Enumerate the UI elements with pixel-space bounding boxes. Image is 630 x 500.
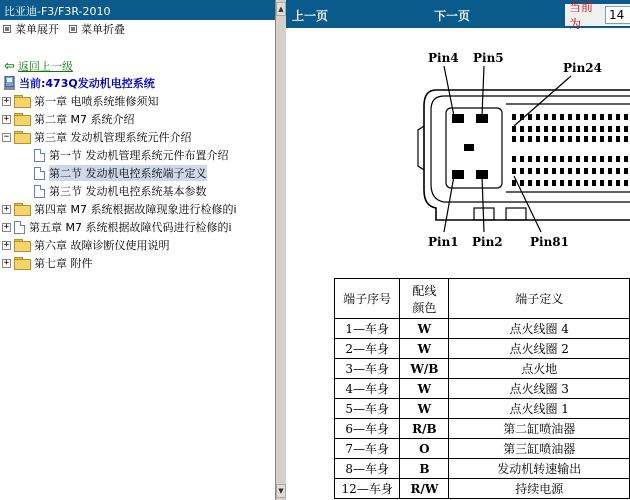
cell-pin-definition: 点火地 <box>449 359 630 379</box>
pin-slot <box>584 126 588 132</box>
pin-slot <box>544 126 548 132</box>
cell-wire-color: W <box>400 379 449 399</box>
pin-slot <box>608 168 612 174</box>
pin-slot <box>520 136 524 142</box>
cell-pin-number: 7—车身 <box>335 439 400 459</box>
pin-slot <box>552 180 556 186</box>
expand-node-icon[interactable]: + <box>3 257 10 268</box>
pin-slot <box>592 114 596 120</box>
expand-node-icon[interactable]: + <box>3 203 10 214</box>
tree-chapter-item[interactable] <box>0 254 275 272</box>
expand-menu-button[interactable] <box>3 21 59 37</box>
pin-label: Pin5 <box>473 51 504 65</box>
pin-slot <box>520 126 524 132</box>
table-row <box>335 379 630 399</box>
current-page-label: 当前为 <box>569 0 594 31</box>
pin-slot <box>592 126 596 132</box>
collapse-icon <box>69 25 77 33</box>
tree-chapter-item[interactable] <box>0 110 275 128</box>
cell-pin-number: 2—车身 <box>335 339 400 359</box>
table-row <box>335 479 630 499</box>
cell-pin-definition: 点火线圈 3 <box>449 379 630 399</box>
chapter-tree <box>0 92 275 272</box>
pin-slot <box>560 136 564 142</box>
cell-pin-number: 1—车身 <box>335 319 400 339</box>
page-nav-bar <box>286 0 630 31</box>
cell-wire-color: W <box>400 319 449 339</box>
pin-slot <box>512 114 516 120</box>
cell-wire-color: W/B <box>400 359 449 379</box>
pin-slot <box>576 180 580 186</box>
pin-slot <box>576 114 580 120</box>
table-row <box>335 319 630 339</box>
cell-pin-definition: 点火线圈 1 <box>449 399 630 419</box>
pin-slot <box>512 180 516 186</box>
pin-slot <box>592 136 596 142</box>
tree-item-label: 第四章 M7 系统根据故障现象进行检修的i <box>34 203 237 216</box>
cell-pin-number: 4—车身 <box>335 379 400 399</box>
pin-slot <box>600 136 604 142</box>
pin-slot <box>584 180 588 186</box>
tree-item-label: 第一节 发动机管理系统元件布置介绍 <box>49 149 229 162</box>
pin-slot <box>608 156 612 162</box>
cell-wire-color: B <box>400 459 449 479</box>
next-page-button[interactable]: 下一页 <box>434 9 471 23</box>
pin-slot <box>608 114 612 120</box>
cell-pin-number: 6—车身 <box>335 419 400 439</box>
pin-slot <box>528 126 532 132</box>
document-icon <box>34 185 45 198</box>
pin-label: Pin2 <box>472 235 503 249</box>
pin-slot <box>536 136 540 142</box>
header-wire-color-line1: 配线 <box>412 283 437 298</box>
pin-slot <box>552 156 556 162</box>
pin-slot <box>616 114 620 120</box>
pin-slot <box>592 180 596 186</box>
table-row <box>335 419 630 439</box>
prev-page-button[interactable]: 上一页 <box>292 9 329 23</box>
collapse-menu-label: 菜单折叠 <box>81 23 125 36</box>
document-icon <box>34 149 45 162</box>
pin-slot <box>560 126 564 132</box>
tree-chapter-item[interactable] <box>0 236 275 254</box>
pin-slot <box>520 114 524 120</box>
pin-slot <box>568 126 572 132</box>
table-row <box>335 339 630 359</box>
expand-menu-label: 菜单展开 <box>15 23 59 36</box>
pin-slot <box>544 156 548 162</box>
ecu-connector-diagram <box>286 30 630 260</box>
pin-slot <box>552 126 556 132</box>
current-location <box>0 74 275 92</box>
pin-slot <box>536 114 540 120</box>
tree-chapter-item[interactable] <box>0 128 275 146</box>
pin-slot <box>528 168 532 174</box>
pin-slot <box>536 126 540 132</box>
pin-slot <box>584 156 588 162</box>
collapse-menu-button[interactable] <box>69 21 125 37</box>
pin-slot <box>560 168 564 174</box>
expand-icon <box>3 25 11 33</box>
pin-slot <box>568 168 572 174</box>
folder-icon <box>14 113 30 125</box>
tree-item-label: 第五章 M7 系统根据故障代码进行检修的i <box>29 221 232 234</box>
pin-slot <box>536 156 540 162</box>
pin-label: Pin24 <box>563 61 603 75</box>
cell-pin-definition: 持续电源 <box>449 479 630 499</box>
current-page-box <box>565 0 630 31</box>
pin-slot <box>552 136 556 142</box>
collapse-node-icon[interactable]: − <box>3 131 10 142</box>
cell-pin-number: 3—车身 <box>335 359 400 379</box>
tree-section-item[interactable] <box>0 164 275 182</box>
table-row <box>335 459 630 479</box>
pin-slot <box>560 114 564 120</box>
pin-slot <box>616 156 620 162</box>
cell-wire-color: O <box>400 439 449 459</box>
pin-slot <box>584 168 588 174</box>
pin-slot <box>616 168 620 174</box>
tree-item-label: 第三章 发动机管理系统元件介绍 <box>34 131 192 144</box>
pin-slot <box>584 136 588 142</box>
pin-slot <box>568 136 572 142</box>
current-location-label: 当前:473Q发动机电控系统 <box>19 77 155 90</box>
pin-slot <box>560 180 564 186</box>
pin-slot <box>528 156 532 162</box>
scroll-up-icon[interactable]: ▲ <box>276 2 286 16</box>
document-icon <box>34 167 45 180</box>
pin-slot <box>528 136 532 142</box>
pin-slot <box>576 126 580 132</box>
expand-node-icon[interactable]: + <box>3 113 10 124</box>
computer-icon <box>4 76 16 90</box>
expand-node-icon[interactable]: + <box>3 221 10 232</box>
pin-slot <box>608 136 612 142</box>
tree-item-label: 第二章 M7 系统介绍 <box>34 113 135 126</box>
cell-pin-definition: 第三缸喷油器 <box>449 439 630 459</box>
cell-wire-color: W <box>400 339 449 359</box>
pin-slot <box>536 168 540 174</box>
back-link[interactable] <box>0 58 275 74</box>
tree-item-label: 第三节 发动机电控系统基本参数 <box>49 185 207 198</box>
pin-slot <box>528 114 532 120</box>
pin-slot <box>624 114 628 120</box>
cell-pin-definition: 点火线圈 2 <box>449 339 630 359</box>
pin-slot <box>512 168 516 174</box>
pin-slot <box>600 114 604 120</box>
pin-slot <box>544 114 548 120</box>
pin-slot <box>520 180 524 186</box>
current-page-input[interactable] <box>605 6 630 24</box>
cell-wire-color: R/B <box>400 419 449 439</box>
panel-title: 比亚迪-F3/F3R-2010 <box>0 0 275 20</box>
pin-slot <box>520 156 524 162</box>
header-wire-color-line2: 颜色 <box>412 300 437 315</box>
cell-pin-definition: 发动机转速输出 <box>449 459 630 479</box>
pin-slot <box>592 156 596 162</box>
pin-slot <box>600 168 604 174</box>
cell-pin-number: 5—车身 <box>335 399 400 419</box>
navigation-panel <box>0 0 276 500</box>
pin-slot <box>616 126 620 132</box>
pin-slot <box>600 126 604 132</box>
pin-slot <box>512 136 516 142</box>
pin-label: Pin4 <box>428 51 459 65</box>
folder-icon <box>14 239 30 251</box>
cell-wire-color: R/W <box>400 479 449 499</box>
pin-slot <box>520 168 524 174</box>
pin-slot <box>552 168 556 174</box>
pin-slot <box>568 156 572 162</box>
pin-slot <box>624 156 628 162</box>
folder-icon <box>14 95 30 107</box>
pin-slot <box>544 136 548 142</box>
tree-item-label: 第一章 电喷系统维修须知 <box>34 95 159 108</box>
back-arrow-icon: ⇦ <box>4 58 15 74</box>
expand-node-icon[interactable]: + <box>3 239 10 250</box>
pin-slot <box>592 168 596 174</box>
header-pin-definition: 端子定义 <box>449 279 630 319</box>
table-row <box>335 439 630 459</box>
pin-slot <box>600 180 604 186</box>
tree-section-item[interactable] <box>0 182 275 200</box>
pin-label: Pin1 <box>428 235 459 249</box>
pin-definition-table-wrap <box>334 278 630 499</box>
folder-icon <box>14 203 30 215</box>
pin-slot <box>624 136 628 142</box>
pin-slot <box>544 180 548 186</box>
pin-slot <box>616 180 620 186</box>
tree-chapter-item[interactable] <box>0 92 275 110</box>
pin-slot <box>584 114 588 120</box>
pin-slot <box>576 156 580 162</box>
menu-options <box>0 20 275 38</box>
pin-slot <box>528 180 532 186</box>
folder-icon <box>14 131 30 143</box>
pin-slot <box>544 168 548 174</box>
pin-slot <box>624 168 628 174</box>
pin-slot <box>624 180 628 186</box>
tree-item-label: 第六章 故障诊断仪使用说明 <box>34 239 170 252</box>
header-pin-number: 端子序号 <box>335 279 400 319</box>
tree-item-label: 第二节 发动机电控系统端子定义 <box>49 167 207 180</box>
pin-slot <box>568 114 572 120</box>
pin-slot <box>552 114 556 120</box>
pin-slot <box>576 136 580 142</box>
pin-slot <box>608 180 612 186</box>
pin-slot <box>624 126 628 132</box>
content-panel <box>286 0 630 500</box>
pin-slot <box>568 180 572 186</box>
table-row <box>335 359 630 379</box>
pin-slot <box>560 156 564 162</box>
pin-label: Pin81 <box>530 235 570 249</box>
pin-slot <box>512 156 516 162</box>
folder-icon <box>14 257 30 269</box>
pin-definition-table <box>334 278 630 499</box>
cell-pin-definition: 点火线圈 4 <box>449 319 630 339</box>
tree-item-label: 第七章 附件 <box>34 257 93 270</box>
pin-slot <box>536 180 540 186</box>
splitter-scrollbar[interactable] <box>276 0 286 500</box>
pin-slot <box>512 126 516 132</box>
expand-node-icon[interactable]: + <box>3 95 10 106</box>
tree-chapter-item[interactable] <box>0 200 275 218</box>
pin-slot <box>600 156 604 162</box>
pin-slot <box>616 136 620 142</box>
pin-slot <box>576 168 580 174</box>
cell-pin-number: 8—车身 <box>335 459 400 479</box>
scroll-down-icon[interactable]: ▼ <box>276 484 286 498</box>
header-wire-color <box>400 279 449 319</box>
document-icon <box>14 221 25 234</box>
cell-pin-number: 12—车身 <box>335 479 400 499</box>
tree-section-item[interactable] <box>0 146 275 164</box>
back-link-label: 返回上一级 <box>17 60 73 73</box>
tree-chapter-item[interactable] <box>0 218 275 236</box>
cell-wire-color: W <box>400 399 449 419</box>
cell-pin-definition: 第二缸喷油器 <box>449 419 630 439</box>
pin-slot <box>608 126 612 132</box>
table-row <box>335 399 630 419</box>
